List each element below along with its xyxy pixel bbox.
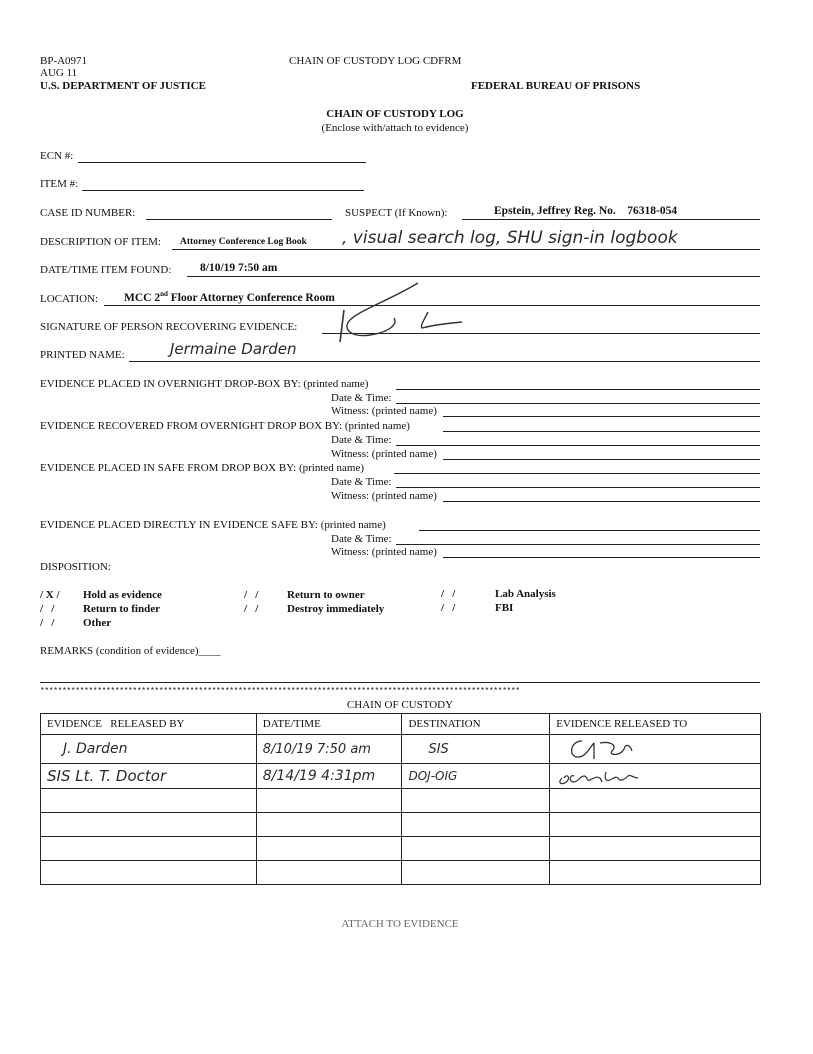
safe-from-dropbox-label: EVIDENCE PLACED IN SAFE FROM DROP BOX BY: (printed name) [40,462,364,474]
disposition-mark-finder[interactable]: / / [40,603,55,615]
disposition-mark-fbi[interactable]: / / [441,602,456,614]
datetime-label: DATE/TIME ITEM FOUND: [40,264,172,276]
direct-witness-label: Witness: (printed name) [331,546,437,558]
col-released-to: EVIDENCE RELEASED TO [550,714,761,735]
cell-date-time[interactable] [256,861,402,885]
col-released-by: EVIDENCE RELEASED BY [41,714,257,735]
cell-released-to[interactable] [550,837,761,861]
directly-safe-line [419,530,760,531]
table-row [41,837,761,861]
col-date-time: DATE/TIME [256,714,402,735]
disposition-other: Other [83,617,112,629]
recovered-date-line [396,445,760,446]
printed-name-line [129,361,760,362]
cell-released-to[interactable] [550,735,761,764]
cell-released-by[interactable] [41,837,257,861]
custody-title: CHAIN OF CUSTODY [346,699,454,711]
safe-witness-label: Witness: (printed name) [331,490,437,502]
recovered-witness-line [443,459,760,460]
suspect-label: SUSPECT (If Known): [345,207,448,219]
cell-date-time[interactable] [256,813,402,837]
description-label: DESCRIPTION OF ITEM: [40,236,162,248]
cell-released-to[interactable] [550,789,761,813]
cell-destination[interactable] [402,861,550,885]
recovered-line [443,431,760,432]
disposition-mark-destroy[interactable]: / / [244,603,259,615]
remarks-label: REMARKS (condition of evidence)____ [40,645,221,657]
location-value [124,290,335,304]
table-row [41,735,761,764]
disposition-label: DISPOSITION: [40,561,111,573]
disposition-mark-owner[interactable]: / / [244,589,259,601]
disposition-destroy-immediately: Destroy immediately [287,603,385,615]
form-code: CHAIN OF CUSTODY LOG CDFRM [289,55,462,67]
case-id-label: CASE ID NUMBER: [40,207,136,219]
description-line [172,249,760,250]
safe-witness-line [443,501,760,502]
form-date: AUG 11 [40,67,78,79]
released-to-signature-1 [560,735,680,763]
cell-destination[interactable]: DOJ-OIG [402,764,550,789]
disposition-mark-other[interactable]: / / [40,617,55,629]
direct-witness-line [443,557,760,558]
description-handwritten: , visual search log, SHU sign-in logbook [342,228,678,248]
page-title: CHAIN OF CUSTODY LOG [326,108,464,120]
recovered-date-label: Date & Time: [331,434,392,446]
cell-released-by[interactable]: J. Darden [41,735,257,764]
dropbox-date-line [396,403,760,404]
cell-released-by[interactable] [41,789,257,813]
safe-from-dropbox-line [394,473,760,474]
disposition-fbi: FBI [495,602,514,614]
form-number: BP-A0971 [40,55,88,67]
cell-date-time[interactable] [256,789,402,813]
cell-destination[interactable]: SIS [402,735,550,764]
cell-date-time[interactable] [256,837,402,861]
cell-date-time[interactable]: 8/10/19 7:50 am [256,735,402,764]
item-line [82,190,364,191]
disposition-hold-as-evidence: Hold as evidence [83,589,162,601]
table-row [41,789,761,813]
recovered-label: EVIDENCE RECOVERED FROM OVERNIGHT DROP BOX BY: (printed name) [40,420,410,432]
table-row [41,861,761,885]
printed-name-label: PRINTED NAME: [40,349,125,361]
location-value-post: Floor Attorney Conference Room [167,291,335,304]
recovered-witness-label: Witness: (printed name) [331,448,437,460]
dropbox-label: EVIDENCE PLACED IN OVERNIGHT DROP-BOX BY: (printed name) [40,378,369,390]
safe-date-line [396,487,760,488]
printed-name-value: Jermaine Darden [170,340,297,358]
cell-released-to[interactable] [550,764,761,789]
dropbox-witness-line [443,416,760,417]
cell-released-by[interactable] [41,813,257,837]
col-destination: DESTINATION [402,714,550,735]
disposition-return-to-owner: Return to owner [287,589,365,601]
ecn-label: ECN #: [40,150,74,162]
bureau: FEDERAL BUREAU OF PRISONS [471,80,641,92]
table-row [41,813,761,837]
case-id-line [146,219,332,220]
cell-destination[interactable] [402,789,550,813]
location-label: LOCATION: [40,293,99,305]
cell-released-to[interactable] [550,813,761,837]
star-separator: ************************************************************************************************************* [40,687,520,696]
suspect-line [462,219,760,220]
cell-released-by[interactable]: SIS Lt. T. Doctor [41,764,257,789]
location-value-sup: nd [160,290,168,298]
dropbox-date-label: Date & Time: [331,392,392,404]
cell-destination[interactable] [402,813,550,837]
recovering-signature [320,280,470,350]
cell-date-time[interactable]: 8/14/19 4:31pm [256,764,402,789]
dropbox-line [396,389,760,390]
dropbox-witness-label: Witness: (printed name) [331,405,437,417]
table-row [41,764,761,789]
custody-header-row [41,714,761,735]
signature-label: SIGNATURE OF PERSON RECOVERING EVIDENCE: [40,321,298,333]
released-to-signature-2 [554,764,694,788]
page-subtitle: (Enclose with/attach to evidence) [321,122,469,134]
footer-attach: ATTACH TO EVIDENCE [341,918,459,930]
disposition-mark-hold[interactable]: / X / [40,589,60,601]
datetime-line [187,276,760,277]
suspect-value: Epstein, Jeffrey Reg. No. 76318-054 [494,205,678,217]
direct-date-line [396,544,760,545]
ecn-line [78,162,366,163]
cell-destination[interactable] [402,837,550,861]
description-typed: Attorney Conference Log Book [180,237,307,247]
item-label: ITEM #: [40,178,79,190]
custody-table [40,713,761,885]
datetime-value: 8/10/19 7:50 am [200,262,278,274]
directly-safe-label: EVIDENCE PLACED DIRECTLY IN EVIDENCE SAFE BY: (printed name) [40,519,386,531]
cell-released-by[interactable] [41,861,257,885]
location-value-pre: MCC 2 [124,291,161,304]
safe-date-label: Date & Time: [331,476,392,488]
remarks-line [40,682,760,683]
disposition-lab-analysis: Lab Analysis [495,588,556,600]
disposition-return-to-finder: Return to finder [83,603,160,615]
cell-released-to[interactable] [550,861,761,885]
direct-date-label: Date & Time: [331,533,392,545]
disposition-mark-lab[interactable]: / / [441,588,456,600]
department: U.S. DEPARTMENT OF JUSTICE [40,80,206,92]
